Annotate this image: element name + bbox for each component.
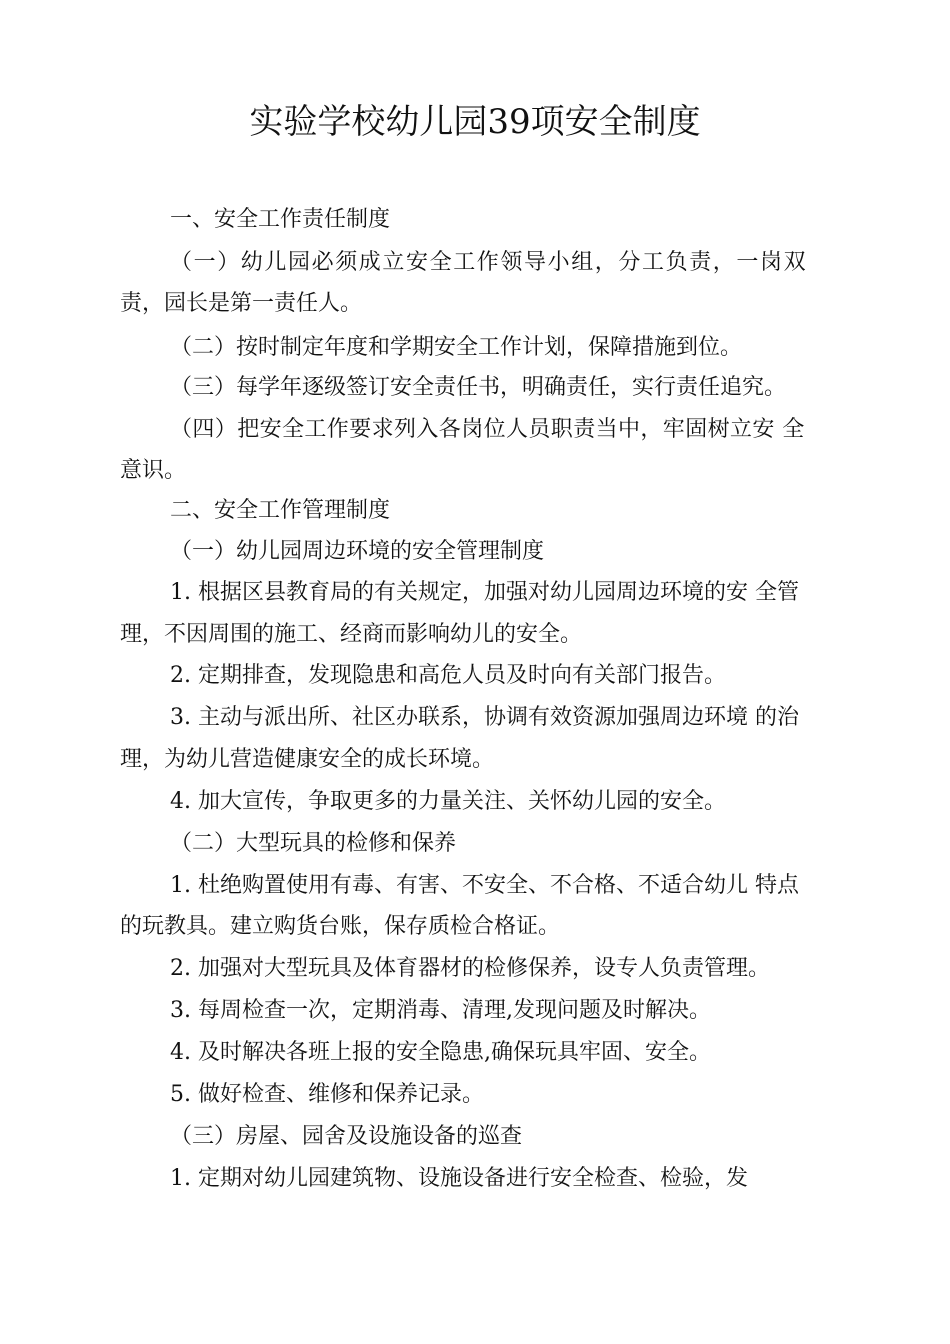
document-title: 实验学校幼儿园39项安全制度 (249, 102, 701, 142)
paragraph-line: 4. 加大宣传，争取更多的力量关注、关怀幼儿园的安全。 (170, 789, 726, 814)
paragraph-line: 3. 每周检查一次，定期消毒、清理,发现问题及时解决。 (170, 998, 711, 1023)
paragraph-line: 理，不因周围的施工、经商而影响幼儿的安全。 (120, 622, 583, 647)
subsection-heading: （一）幼儿园周边环境的安全管理制度 (170, 539, 545, 564)
paragraph-line: 的玩教具。建立购货台账，保存质检合格证。 (120, 914, 561, 939)
paragraph-line: 2. 定期排查，发现隐患和高危人员及时向有关部门报告。 (170, 663, 726, 688)
paragraph-line: 理，为幼儿营造健康安全的成长环境。 (120, 747, 495, 772)
paragraph-line: 4. 及时解决各班上报的安全隐患,确保玩具牢固、安全。 (170, 1040, 711, 1065)
paragraph-line: 1. 定期对幼儿园建筑物、设施设备进行安全检查、检验，发 (170, 1166, 748, 1191)
paragraph-line: （一）幼儿园必须成立安全工作领导小组，分工负责，一岗双 (170, 250, 808, 275)
section-heading: 一、安全工作责任制度 (170, 207, 391, 232)
subsection-heading: （三）房屋、园舍及设施设备的巡查 (170, 1124, 523, 1149)
paragraph-line: （三）每学年逐级签订安全责任书，明确责任，实行责任追究。 (170, 375, 787, 400)
paragraph-line: 意识。 (120, 458, 187, 483)
subsection-heading: （二）大型玩具的检修和保养 (170, 831, 457, 856)
paragraph-line: 3. 主动与派出所、社区办联系，协调有效资源加强周边环境 的治 (170, 705, 799, 730)
section-heading: 二、安全工作管理制度 (170, 498, 391, 523)
paragraph-line: 5. 做好检查、维修和保养记录。 (170, 1082, 484, 1107)
paragraph-line: 责，园长是第一责任人。 (120, 291, 363, 316)
paragraph-line: 2. 加强对大型玩具及体育器材的检修保养，设专人负责管理。 (170, 956, 770, 981)
paragraph-line: 1. 杜绝购置使用有毒、有害、不安全、不合格、不适合幼儿 特点 (170, 873, 799, 898)
paragraph-line: 1. 根据区县教育局的有关规定，加强对幼儿园周边环境的安 全管 (170, 580, 799, 605)
paragraph-line: （四）把安全工作要求列入各岗位人员职责当中，牢固树立安 全 (170, 417, 805, 442)
paragraph-line: （二）按时制定年度和学期安全工作计划，保障措施到位。 (170, 335, 743, 360)
